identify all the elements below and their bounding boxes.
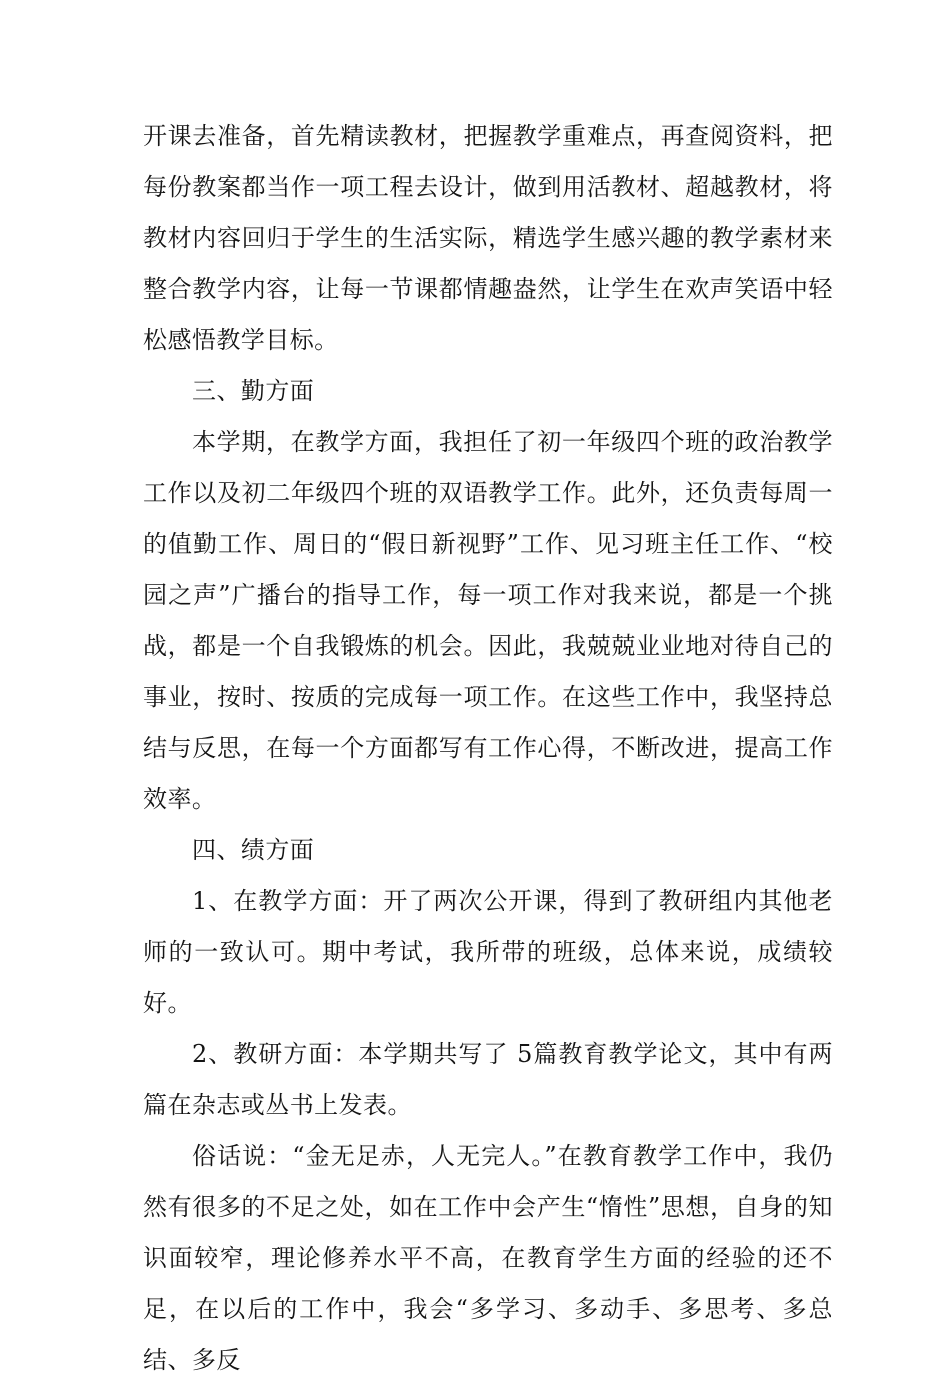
document-page	[143, 111, 833, 1386]
paragraph-lesson-preparation: 开课去准备，首先精读教材，把握教学重难点，再查阅资料，把每份教案都当作一项工程去设计，做到用活教材、超越教材，将教材内容回归于学生的生活实际，精选学生感兴趣的教学素材来整合教学内容，让每一节课都情趣盎然，让学生在欢声笑语中轻松感悟教学目标。	[143, 122, 833, 354]
paragraph-teaching-results: 1、在教学方面：开了两次公开课，得到了教研组内其他老师的一致认可。期中考试，我所带的班级，总体来说，成绩较好。	[143, 887, 833, 1017]
paragraph-research-results: 2、教研方面：本学期共写了 5篇教育教学论文，其中有两篇在杂志或丛书上发表。	[143, 1040, 833, 1119]
heading-achievements: 四、绩方面	[192, 836, 315, 864]
heading-diligence: 三、勤方面	[192, 377, 315, 405]
paragraph-shortcomings: 俗话说：“金无足赤，人无完人。”在教育教学工作中，我仍然有很多的不足之处，如在工作中会产生“惰性”思想，自身的知识面较窄，理论修养水平不高，在教育学生方面的经验的还不足，在以后的工作中，我会“多学习、多动手、多思考、多总结、多反	[143, 1142, 833, 1374]
paragraph-workload: 本学期，在教学方面，我担任了初一年级四个班的政治教学工作以及初二年级四个班的双语教学工作。此外，还负责每周一的值勤工作、周日的“假日新视野”工作、见习班主任工作、“校园之声”广播台的指导工作，每一项工作对我来说，都是一个挑战，都是一个自我锻炼的机会。因此，我兢兢业业地对待自己的事业，按时、按质的完成每一项工作。在这些工作中，我坚持总结与反思，在每一个方面都写有工作心得，不断改进，提高工作效率。	[143, 428, 833, 813]
